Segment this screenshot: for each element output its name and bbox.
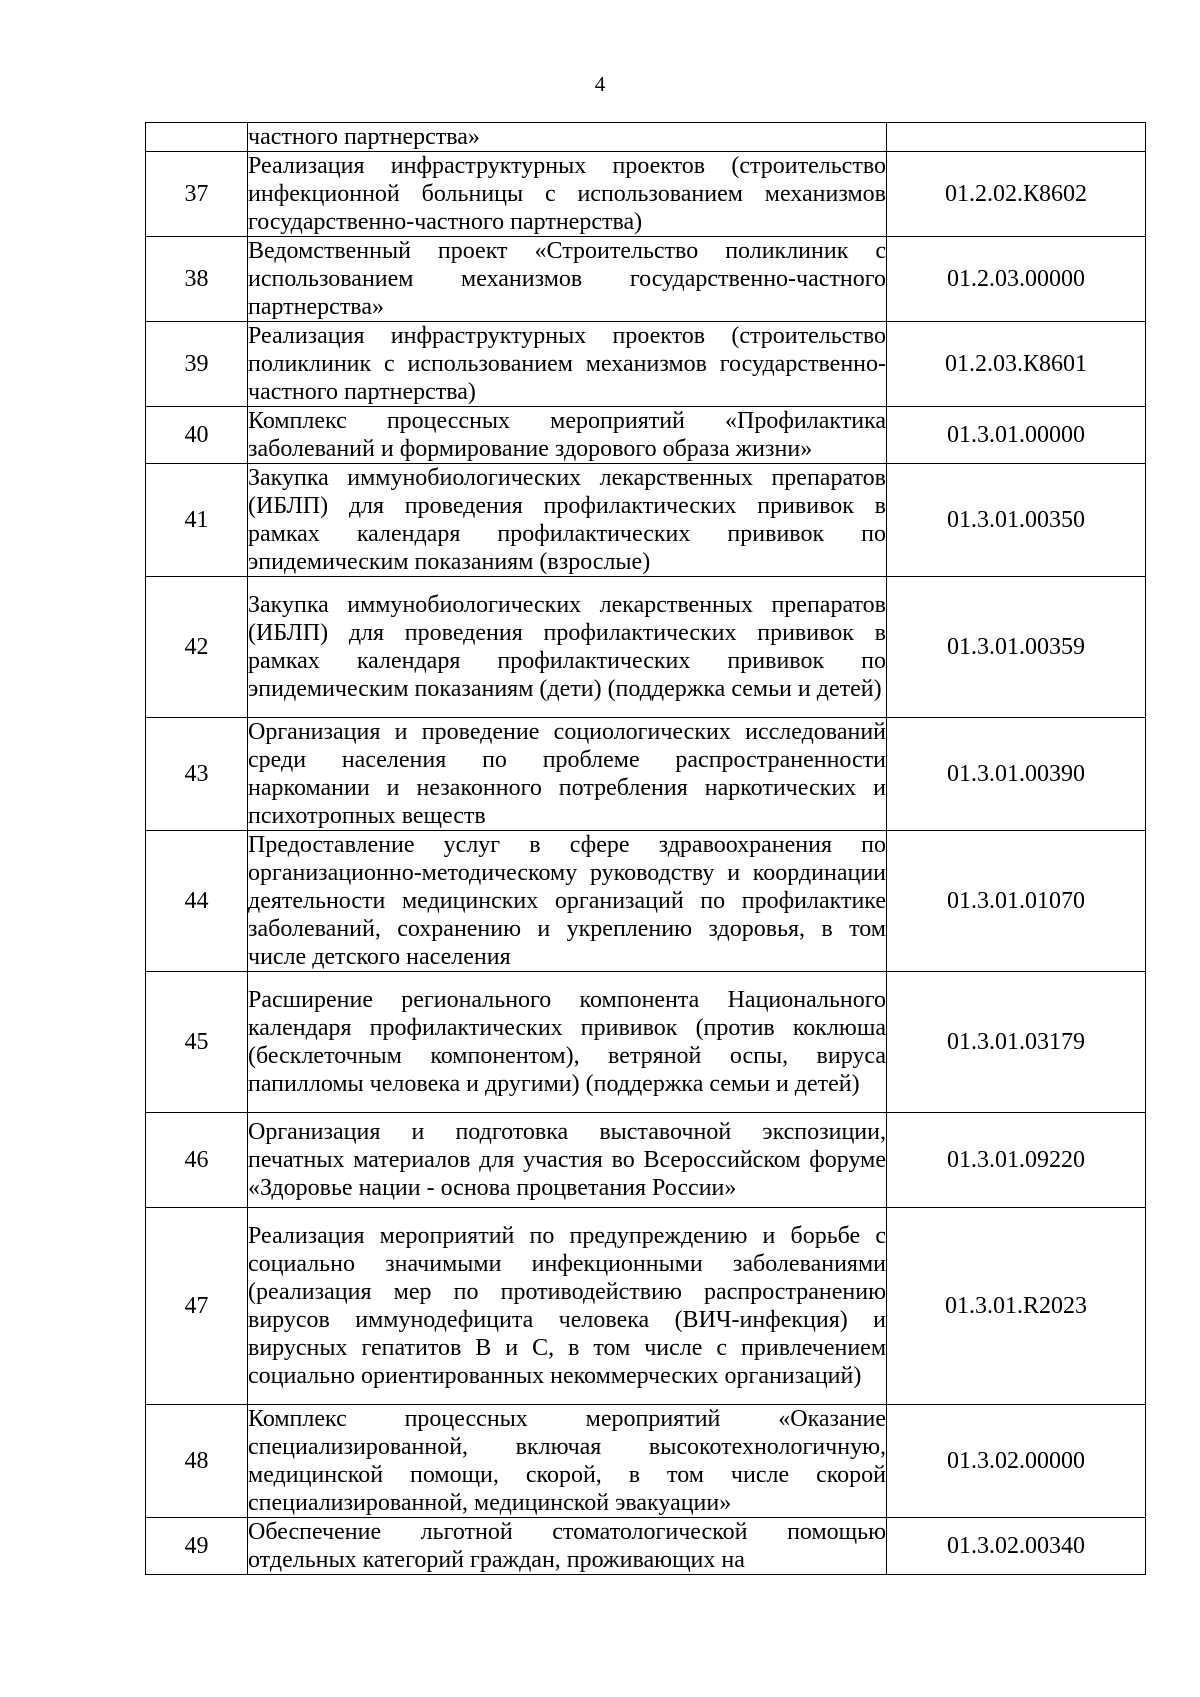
row-code: 01.3.01.R2023 [887, 1208, 1146, 1405]
row-code: 01.3.01.03179 [887, 972, 1146, 1113]
row-name: Закупка иммунобиологических лекарственных препаратов (ИБЛП) для проведения профилактических прививок в рамках календаря профилактических прививок по эпидемическим показаниям (взрослые) [248, 465, 886, 575]
row-number: 41 [146, 464, 248, 577]
row-number: 37 [146, 152, 248, 237]
row-code: 01.3.01.00359 [887, 577, 1146, 718]
row-name: Организация и подготовка выставочной экспозиции, печатных материалов для участия во Всероссийском форуме «Здоровье нации - основа процветания России» [248, 1113, 887, 1208]
row-number: 42 [146, 577, 248, 718]
row-name: частного партнерства» [248, 123, 887, 152]
row-number: 49 [146, 1518, 248, 1575]
row-name: Ведомственный проект «Строительство поликлиник с использованием механизмов государственно-частного партнерства» [248, 238, 886, 320]
table-row [146, 322, 1146, 407]
table-row [146, 972, 1146, 1113]
row-code: 01.3.01.09220 [887, 1113, 1146, 1208]
row-number: 39 [146, 322, 248, 407]
row-code: 01.3.01.00350 [887, 464, 1146, 577]
row-number: 45 [146, 972, 248, 1113]
row-number: 46 [146, 1113, 248, 1208]
page-number: 4 [594, 72, 606, 96]
row-name: Реализация инфраструктурных проектов (строительство инфекционной больницы с использованием механизмов государственно-частного партнерства) [248, 153, 886, 235]
row-number [146, 123, 248, 152]
table-row [146, 237, 1146, 322]
row-code [887, 123, 1146, 152]
table-row [146, 123, 1146, 152]
row-name: Реализация инфраструктурных проектов (строительство поликлиник с использованием механизмов государственно-частного партнерства) [248, 323, 886, 405]
row-code: 01.3.01.00390 [887, 718, 1146, 831]
table-row [146, 831, 1146, 972]
row-name: Закупка иммунобиологических лекарственных препаратов (ИБЛП) для проведения профилактических прививок в рамках календаря профилактических прививок по эпидемическим показаниям (дети) (поддержка семьи и детей) [248, 577, 887, 718]
row-code: 01.2.03.00000 [887, 237, 1146, 322]
row-number: 47 [146, 1208, 248, 1405]
table-row [146, 1113, 1146, 1208]
row-name: Предоставление услуг в сфере здравоохранения по организационно-методическому руководству и координации деятельности медицинских организаций по профилактике заболеваний, сохранению и укреплению здоровья, в том числе детского населения [248, 832, 886, 970]
row-name: Комплекс процессных мероприятий «Оказание специализированной, включая высокотехнологичную, медицинской помощи, скорой, в том числе скорой специализированной, медицинской эвакуации» [248, 1406, 886, 1516]
table-row [146, 1518, 1146, 1575]
row-code: 01.2.03.К8601 [887, 322, 1146, 407]
row-code: 01.3.02.00340 [887, 1518, 1146, 1575]
table-row [146, 152, 1146, 237]
row-number: 48 [146, 1405, 248, 1518]
row-name: Реализация мероприятий по предупреждению и борьбе с социально значимыми инфекционными заболеваниями (реализация мер по противодействию распространению вирусов иммунодефицита человека (ВИЧ-инфекция) и вирусных гепатитов B и C, в том числе с привлечением социально ориентированных некоммерческих организаций) [248, 1208, 887, 1405]
table-row [146, 718, 1146, 831]
row-code: 01.3.01.01070 [887, 831, 1146, 972]
table-row [146, 464, 1146, 577]
table-row [146, 1208, 1146, 1405]
row-code: 01.3.02.00000 [887, 1405, 1146, 1518]
row-code: 01.2.02.К8602 [887, 152, 1146, 237]
table-row [146, 407, 1146, 464]
row-name: Обеспечение льготной стоматологической помощью отдельных категорий граждан, проживающих на [248, 1519, 886, 1573]
row-code: 01.3.01.00000 [887, 407, 1146, 464]
row-number: 44 [146, 831, 248, 972]
budget-classification-table [145, 122, 1146, 1575]
row-number: 38 [146, 237, 248, 322]
table-row [146, 577, 1146, 718]
row-number: 43 [146, 718, 248, 831]
row-name: Расширение регионального компонента Национального календаря профилактических прививок (против коклюша (бесклеточным компонентом), ветряной оспы, вируса папилломы человека и другими) (поддержка семьи и детей) [248, 972, 887, 1113]
table-row [146, 1405, 1146, 1518]
row-name: Комплекс процессных мероприятий «Профилактика заболеваний и формирование здорового образа жизни» [248, 408, 886, 462]
row-name: Организация и проведение социологических исследований среди населения по проблеме распространенности наркомании и незаконного потребления наркотических и психотропных веществ [248, 719, 886, 829]
row-number: 40 [146, 407, 248, 464]
